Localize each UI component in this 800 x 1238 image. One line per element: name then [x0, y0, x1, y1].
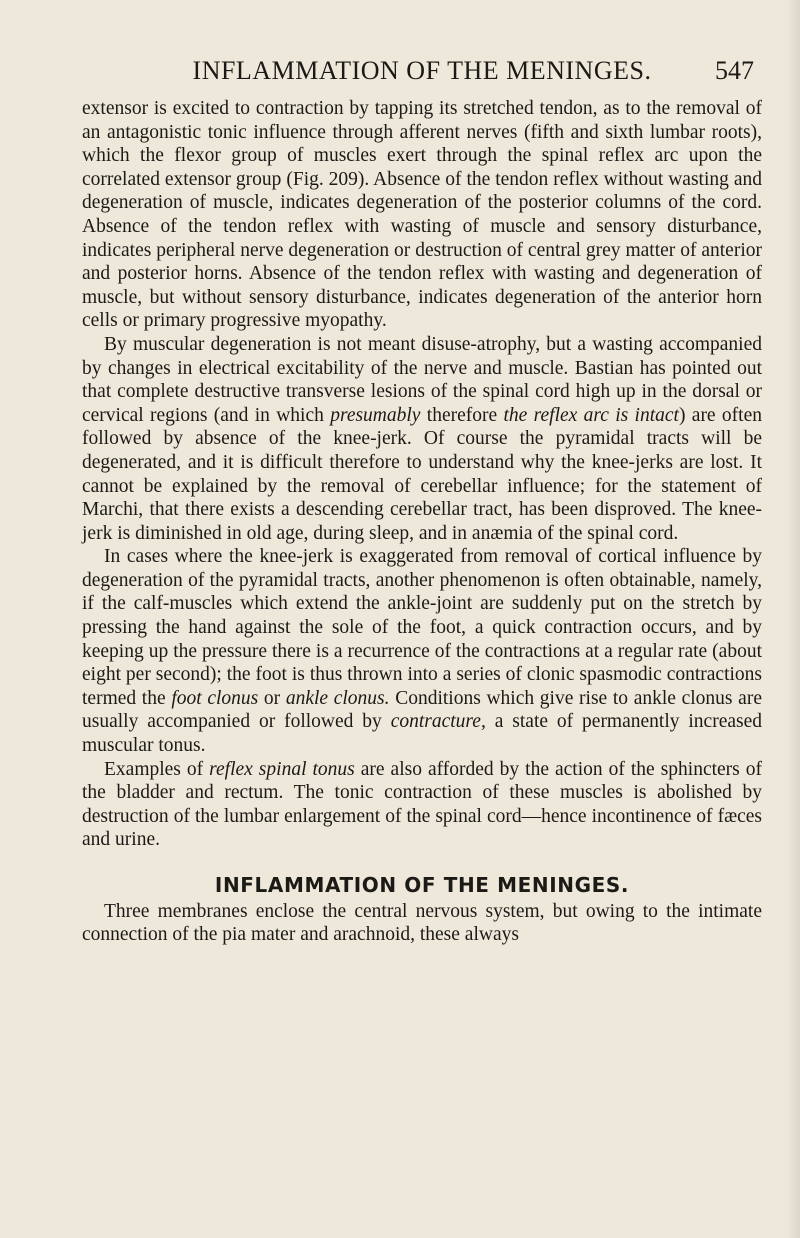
running-header — [90, 56, 754, 86]
page-number: 547 — [715, 56, 754, 85]
body-text — [82, 97, 762, 947]
paragraph-2-text-a: By muscular degeneration is not meant disuse-atrophy, but a wasting accompanied by changes in electrical excitability of the nerve and muscle. Bastian has pointed out that complete destructive transverse lesions of the spinal cord high up in the dorsal or cervical regions (and in which — [82, 333, 762, 426]
paragraph-2 — [82, 333, 762, 545]
paragraph-3-text-a: In cases where the knee-jerk is exaggerated from removal of cortical influence by degeneration of the pyramidal tracts, another phenomenon is often obtainable, namely, if the calf-muscles which extend the ankle-joint are suddenly put on the stretch by pressing the hand against the sole of the foot, a quick contraction occurs, and by keeping up the pressure there is a recurrence of the contractions at a regular rate (about eight per second); the foot is thus thrown into a series of clonic spasmodic contractions termed the — [82, 546, 762, 709]
paragraph-1: extensor is excited to contraction by tapping its stretched tendon, as to the removal of an antagonistic tonic influence through afferent nerves (fifth and sixth lumbar roots), which the flexor group of muscles exert through the spinal reflex arc upon the correlated extensor group (Fig. 209). Absence of the tendon reflex without wasting and degeneration of muscle, indicates degeneration of the posterior columns of the cord. Absence of the tendon reflex with wasting of muscle and sensory disturbance, indicates peripheral nerve degeneration or destruction of central grey matter of anterior and posterior horns. Absence of the tendon reflex with wasting and degeneration of muscle, but without sensory disturbance, indicates degeneration of the anterior horn cells or primary progressive myopathy. — [82, 98, 762, 332]
paragraph-4-text-a: Examples of — [104, 758, 210, 780]
paragraph-2-italic-presumably: presumably — [330, 404, 421, 426]
section-paragraph: Three membranes enclose the central nervous system, but owing to the intimate connection of the pia mater and arachnoid, these always — [82, 900, 762, 946]
paragraph-3-text-c: or — [258, 687, 286, 709]
page-edge-shadow — [786, 0, 800, 1238]
running-title: INFLAMMATION OF THE MENINGES. — [192, 56, 652, 85]
paragraph-3-italic-foot-clonus: foot clonus — [171, 687, 259, 709]
paragraph-3-italic-ankle-clonus: ankle clonus. — [285, 687, 390, 709]
paragraph-3-italic-contracture: contracture, — [390, 711, 486, 733]
paragraph-4-italic-reflex-spinal-tonus: reflex spinal tonus — [209, 758, 355, 780]
paragraph-2-italic-reflex-arc: the reflex arc is intact — [503, 404, 679, 426]
paragraph-2-text-e: ) are often followed by absence of the knee-jerk. Of course the pyramidal tracts will be degenerated, and it is difficult therefore to understand why the knee-jerks are lost. It cannot be explained by the removal of cerebellar influence; for the statement of Marchi, that there exists a descending cerebellar tract, has been disproved. The knee-jerk is diminished in old age, during sleep, and in anæmia of the spinal cord. — [82, 404, 762, 544]
paragraph-4-text-c: are also afforded by the action of the sphincters of the bladder and rectum. The tonic contraction of these muscles is abolished by destruction of the lumbar enlargement of the spinal cord—hence incontinence of fæces and urine. — [82, 758, 762, 851]
paragraph-2-text-c: therefore — [420, 404, 504, 426]
paragraph-3-text-g: a state of permanently increased muscular tonus. — [82, 711, 763, 757]
paragraph-3-text-e: Conditions which give rise to ankle clonus are usually accompanied or followed by — [82, 687, 762, 733]
paragraph-4 — [82, 758, 762, 852]
paragraph-3 — [82, 545, 762, 757]
section-heading: INFLAMMATION OF THE MENINGES. — [214, 873, 630, 897]
